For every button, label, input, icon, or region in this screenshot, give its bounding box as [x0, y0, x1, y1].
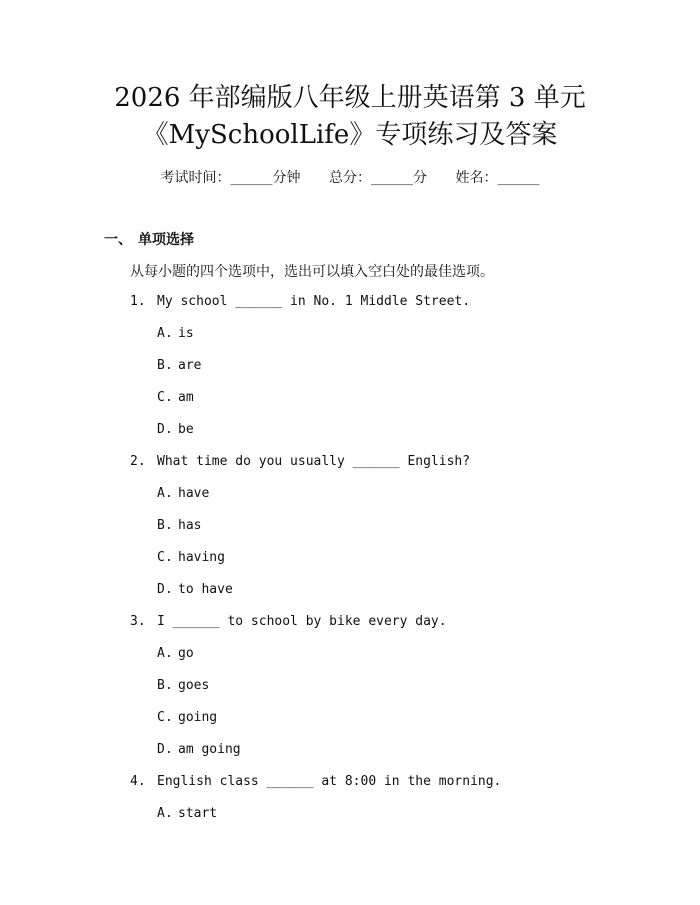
option-1-b — [157, 356, 201, 376]
option-letter: B. — [157, 678, 173, 693]
option-4-a — [157, 804, 217, 824]
question-number: 4. — [130, 774, 146, 789]
option-1-d — [157, 420, 194, 440]
question-2 — [130, 452, 470, 472]
option-text: is — [178, 326, 194, 341]
option-letter: D. — [157, 422, 173, 437]
section-number: 一、 — [104, 232, 132, 248]
option-2-b — [157, 516, 201, 536]
option-letter: C. — [157, 390, 173, 405]
option-2-d — [157, 580, 233, 600]
option-3-b — [157, 676, 209, 696]
option-1-a — [157, 324, 194, 344]
question-number: 3. — [130, 614, 146, 629]
document-title-line-1: 2026 年部编版八年级上册英语第 3 单元 — [114, 83, 586, 113]
option-text: are — [178, 358, 202, 373]
option-text: am going — [178, 742, 241, 757]
option-letter: A. — [157, 326, 173, 341]
option-letter: A. — [157, 806, 173, 821]
exam-meta — [0, 168, 700, 188]
section-instruction: 从每小题的四个选项中，选出可以填入空白处的最佳选项。 — [130, 264, 494, 280]
option-letter: A. — [157, 646, 173, 661]
question-text: English class ______ at 8:00 in the morning. — [157, 774, 502, 789]
exam-time-label: 考试时间：______分钟 — [160, 170, 301, 186]
option-letter: D. — [157, 582, 173, 597]
option-text: going — [178, 710, 218, 725]
option-letter: B. — [157, 358, 173, 373]
option-3-d — [157, 740, 241, 760]
question-text: I ______ to school by bike every day. — [157, 614, 447, 629]
option-1-c — [157, 388, 194, 408]
student-name-label: 姓名：______ — [455, 170, 540, 186]
option-text: start — [178, 806, 218, 821]
section-heading — [104, 230, 194, 250]
section-title: 单项选择 — [138, 232, 194, 248]
question-number: 2. — [130, 454, 146, 469]
option-letter: C. — [157, 710, 173, 725]
option-3-c — [157, 708, 217, 728]
option-text: be — [178, 422, 194, 437]
option-letter: B. — [157, 518, 173, 533]
option-letter: D. — [157, 742, 173, 757]
option-2-c — [157, 548, 225, 568]
option-2-a — [157, 484, 209, 504]
option-text: has — [178, 518, 202, 533]
document-title-line-2: 《MySchoolLife》专项练习及答案 — [142, 120, 558, 150]
question-3 — [130, 612, 447, 632]
option-letter: A. — [157, 486, 173, 501]
option-text: am — [178, 390, 194, 405]
question-1 — [130, 292, 470, 312]
question-text: What time do you usually ______ English? — [157, 454, 471, 469]
question-number: 1. — [130, 294, 146, 309]
question-4 — [130, 772, 501, 792]
option-text: having — [178, 550, 225, 565]
option-3-a — [157, 644, 194, 664]
option-letter: C. — [157, 550, 173, 565]
option-text: goes — [178, 678, 210, 693]
question-text: My school ______ in No. 1 Middle Street. — [157, 294, 471, 309]
option-text: to have — [178, 582, 233, 597]
exam-score-label: 总分：______分 — [329, 170, 427, 186]
option-text: have — [178, 486, 210, 501]
option-text: go — [178, 646, 194, 661]
